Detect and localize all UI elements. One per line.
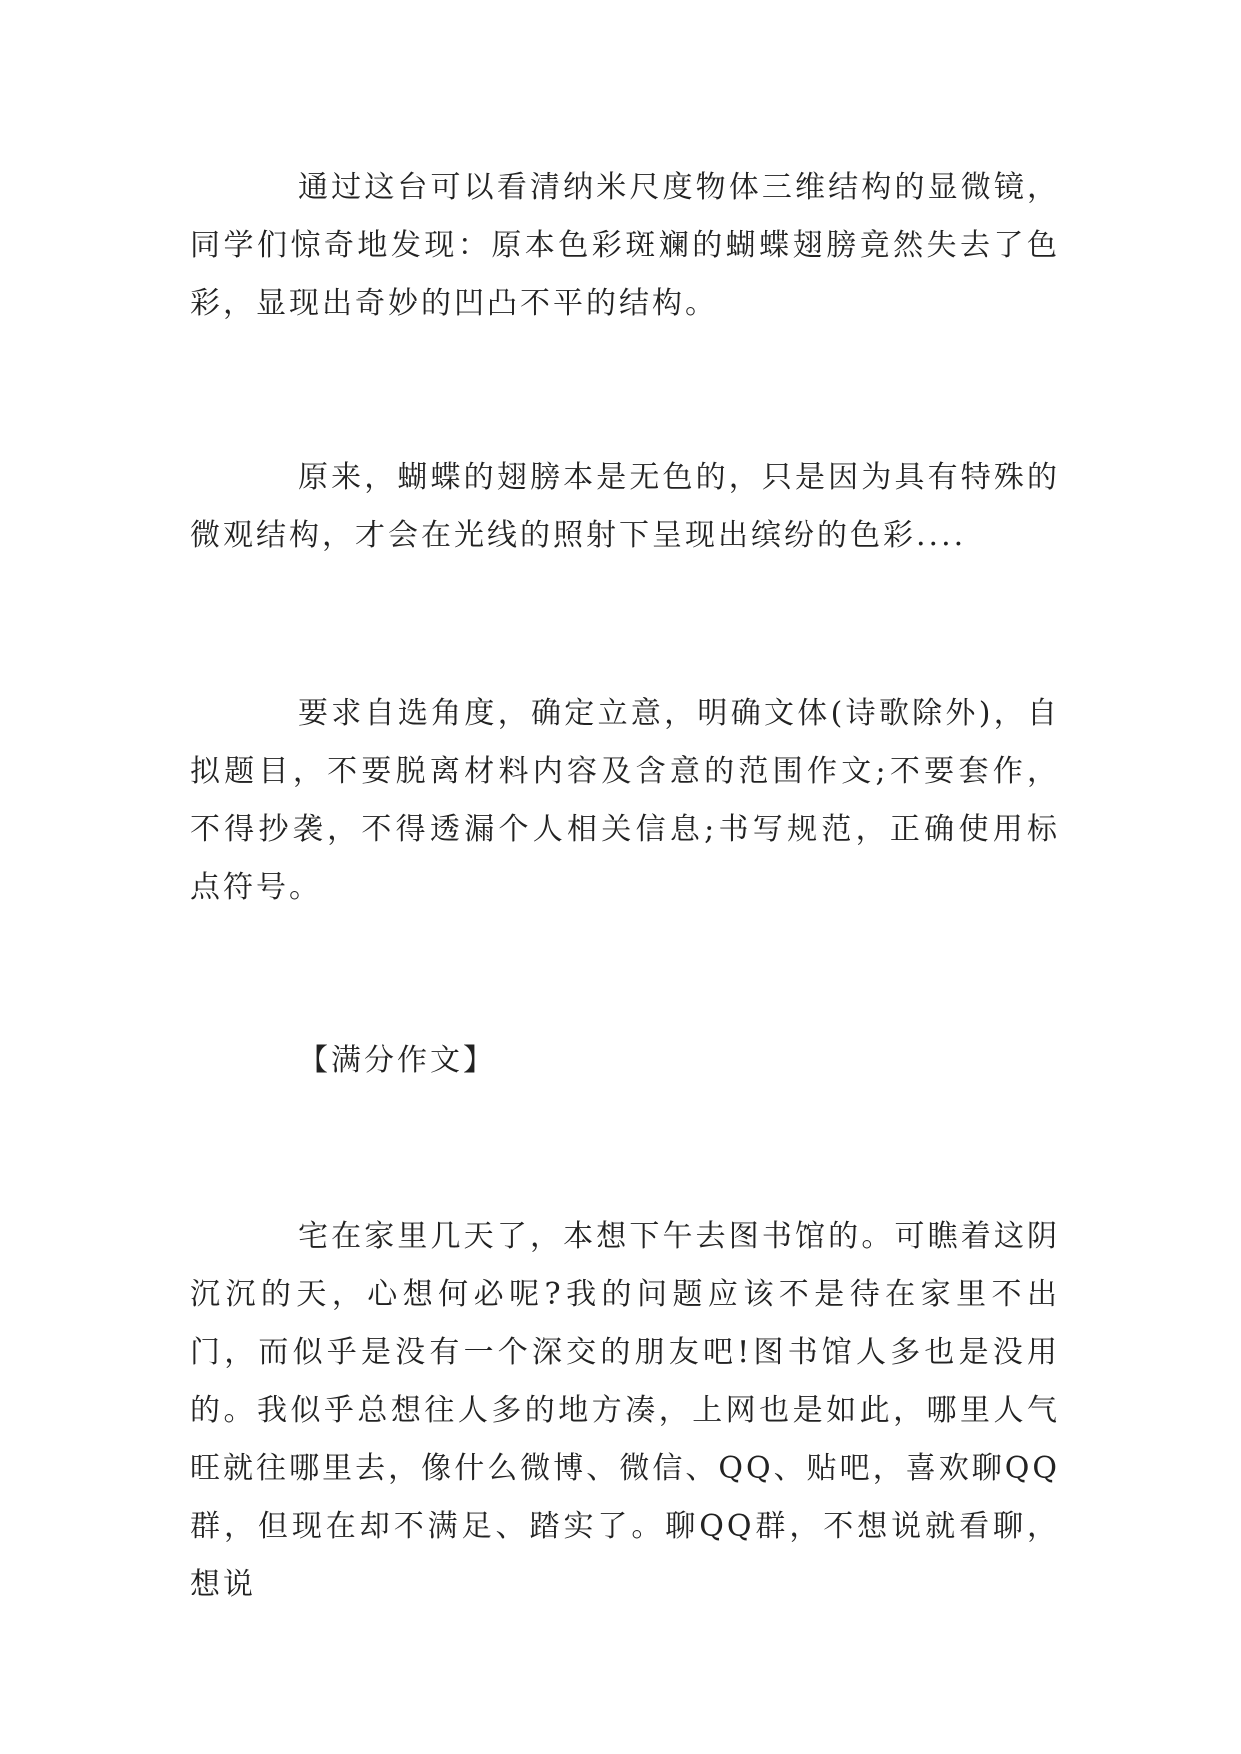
section-heading: 【满分作文】 [298, 1043, 496, 1078]
paragraph-butterfly-wings: 原来，蝴蝶的翅膀本是无色的，只是因为具有特殊的微观结构，才会在光线的照射下呈现出缤纷的色彩.... [190, 460, 1060, 553]
paragraph-microscope: 通过这台可以看清纳米尺度物体三维结构的显微镜，同学们惊奇地发现：原本色彩斑斓的蝴蝶翅膀竟然失去了色彩，显现出奇妙的凹凸不平的结构。 [190, 170, 1060, 321]
paragraph-requirements: 要求自选角度，确定立意，明确文体(诗歌除外)，自拟题目，不要脱离材料内容及含意的范围作文;不要套作，不得抄袭，不得透漏个人相关信息;书写规范，正确使用标点符号。 [190, 696, 1060, 905]
paragraph-essay: 宅在家里几天了，本想下午去图书馆的。可瞧着这阴沉沉的天，心想何必呢?我的问题应该不是待在家里不出门，而似乎是没有一个深交的朋友吧!图书馆人多也是没用的。我似乎总想往人多的地方凑，上网也是如此，哪里人气旺就往哪里去，像什么微博、微信、QQ、贴吧，喜欢聊QQ群，但现在却不满足、踏实了。聊QQ群，不想说就看聊，想说 [190, 1219, 1060, 1602]
